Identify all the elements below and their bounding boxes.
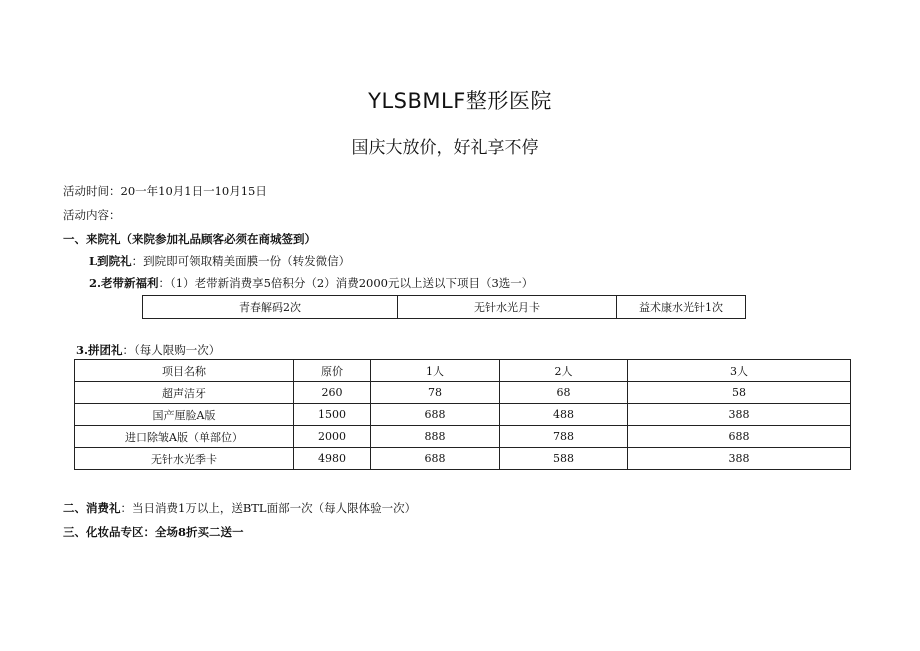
item1-text: ：到院即可领取精美面膜一份（转发微信） [131, 254, 351, 268]
gift-option: 益术康水光针1次 [617, 296, 746, 319]
table-cell: 688 [371, 448, 500, 470]
table-row [75, 404, 851, 426]
table-cell: 超声洁牙 [75, 382, 294, 404]
table-cell: 388 [628, 404, 851, 426]
item2-line [89, 275, 533, 291]
item2-text: ：（1）老带新消费享5倍积分（2）消费2000元以上送以下项目（3选一） [158, 276, 534, 290]
table-row [75, 448, 851, 470]
table-row [75, 382, 851, 404]
table-cell: 68 [500, 382, 628, 404]
table-cell: 588 [500, 448, 628, 470]
gift-option: 无针水光月卡 [398, 296, 617, 319]
table-cell: 58 [628, 382, 851, 404]
table-cell: 388 [628, 448, 851, 470]
group-buy-table [74, 359, 851, 470]
table-cell: 888 [371, 426, 500, 448]
section2-text: ：当日消费1万以上，送BTL面部一次（每人限体验一次） [120, 501, 417, 515]
table-cell: 488 [500, 404, 628, 426]
section3-line: 三、化妆品专区：全场8折买二送一 [63, 525, 244, 539]
table-row [75, 426, 851, 448]
table-cell: 788 [500, 426, 628, 448]
table-row [143, 296, 746, 319]
item3-text: ：（每人限购一次） [122, 343, 221, 357]
table-cell: 688 [628, 426, 851, 448]
table-cell: 1500 [294, 404, 371, 426]
item2-label: 2.老带新福利 [89, 276, 159, 290]
section2-line [63, 500, 416, 516]
table-cell: 无针水光季卡 [75, 448, 294, 470]
table-cell: 国产厘脸A版 [75, 404, 294, 426]
page-subtitle: 国庆大放价，好礼享不停 [351, 138, 539, 158]
table-cell: 4980 [294, 448, 371, 470]
column-header: 项目名称 [75, 360, 294, 382]
item1-label: L到院礼 [89, 254, 132, 268]
table-header-row [75, 360, 851, 382]
table-cell: 进口除皱A版（单部位） [75, 426, 294, 448]
table-cell: 260 [294, 382, 371, 404]
column-header: 原价 [294, 360, 371, 382]
activity-content-label: 活动内容： [63, 208, 121, 222]
column-header: 3人 [628, 360, 851, 382]
item3-line [76, 342, 220, 358]
activity-time: 活动时间：20一年10月1日一10月15日 [63, 184, 267, 198]
gift-options-table [142, 295, 746, 319]
column-header: 1人 [371, 360, 500, 382]
page-title: YLSBMLF整形医院 [368, 89, 552, 113]
table-cell: 78 [371, 382, 500, 404]
table-cell: 688 [371, 404, 500, 426]
item1-line [89, 253, 350, 269]
section1-heading: 一、来院礼（来院参加礼品顾客必须在商城签到） [63, 232, 316, 246]
section2-label: 二、消费礼 [63, 501, 121, 515]
column-header: 2人 [500, 360, 628, 382]
gift-option: 青春解码2次 [143, 296, 398, 319]
item3-label: 3.拼团礼 [76, 343, 123, 357]
table-cell: 2000 [294, 426, 371, 448]
